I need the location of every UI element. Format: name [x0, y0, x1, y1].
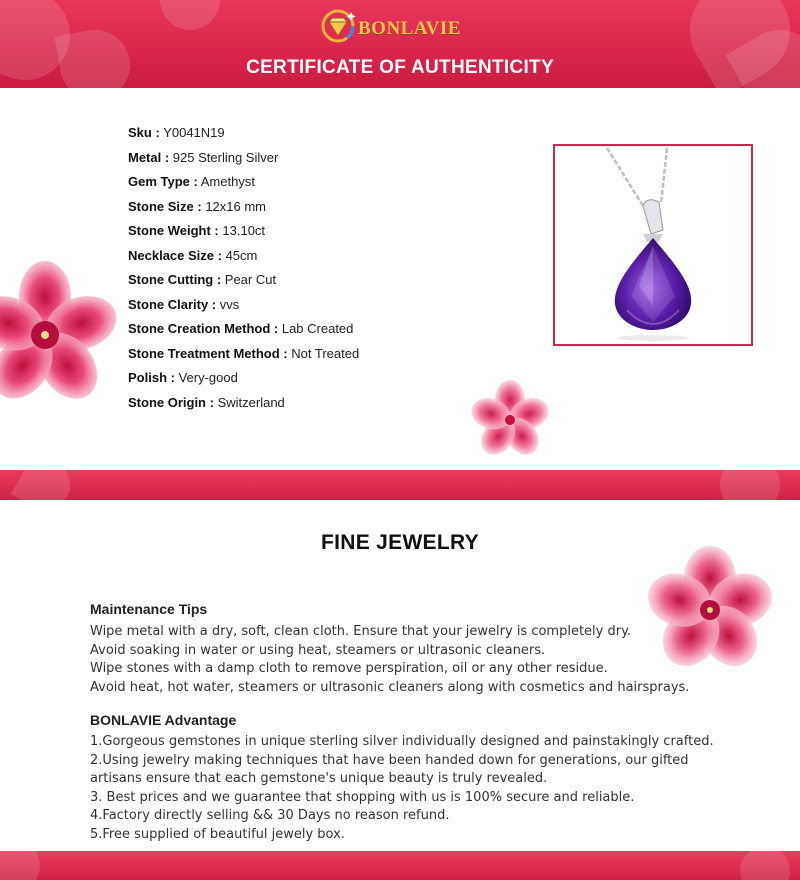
- header-banner: [0, 0, 800, 88]
- spec-row-necklace-size: Necklace Size : 45cm: [128, 247, 258, 263]
- spec-row-stone-origin: Stone Origin : Switzerland: [128, 394, 285, 410]
- spec-row-creation-method: Stone Creation Method : Lab Created: [128, 321, 354, 336]
- amethyst-pendant-image: [555, 146, 751, 344]
- spec-row-sku: Sku : Y0041N19: [128, 125, 225, 140]
- spec-row-polish: Polish : Very-good: [128, 370, 238, 385]
- product-photo: [553, 144, 753, 346]
- diamond-logo-icon: [320, 8, 356, 44]
- spec-row-treatment-method: Stone Treatment Method : Not Treated: [128, 345, 360, 361]
- advantage-text: 1.Gorgeous gemstones in unique sterling silver individually designed and painstakingly crafted. 2.Using jewelry making techniques that have been handed down for generations, our gifted artisans ensure that each gemstone's unique beauty is truly revealed. 3. Best prices and we guarantee that shopping with us is 100% secure and reliable. 4.Factory directly selling && 30 Days no reason refund. 5.Free supplied of beautiful jewely box.: [90, 734, 714, 842]
- spec-row-metal: Metal : 925 Sterling Silver: [128, 149, 279, 165]
- spec-row-gem-type: Gem Type : Amethyst: [128, 174, 255, 189]
- fine-jewelry-title: FINE JEWELRY: [320, 531, 479, 554]
- small-pink-flower-decoration: [465, 375, 555, 465]
- footer-band: [0, 851, 800, 880]
- advantage-title: BONLAVIE Advantage: [90, 712, 237, 728]
- divider-band: [0, 470, 800, 500]
- spec-list: [128, 121, 359, 415]
- brand-name: BONLAVIE: [358, 18, 461, 39]
- maintenance-tips-title: Maintenance Tips: [90, 601, 208, 617]
- spec-row-stone-size: Stone Size : 12x16 mm: [128, 198, 267, 214]
- spec-row-stone-cutting: Stone Cutting : Pear Cut: [128, 272, 277, 287]
- brand-logo: [320, 6, 510, 46]
- spec-row-stone-clarity: Stone Clarity : vvs: [128, 296, 240, 312]
- maintenance-tips-text: Wipe metal with a dry, soft, clean cloth. Ensure that your jewelry is completely dry. Avoid soaking in water or using heat, steamers or ultrasonic cleaners. Wipe stones with a damp cloth to remove perspiration, oil or any other residue. Avoid heat, hot water, steamers or ultrasonic cleaners along with cosmetics and hairsprays.: [90, 624, 690, 695]
- certificate-title: CERTIFICATE OF AUTHENTICITY: [246, 57, 554, 78]
- pink-flower-decoration: [0, 250, 130, 400]
- spec-row-stone-weight: Stone Weight : 13.10ct: [128, 223, 266, 238]
